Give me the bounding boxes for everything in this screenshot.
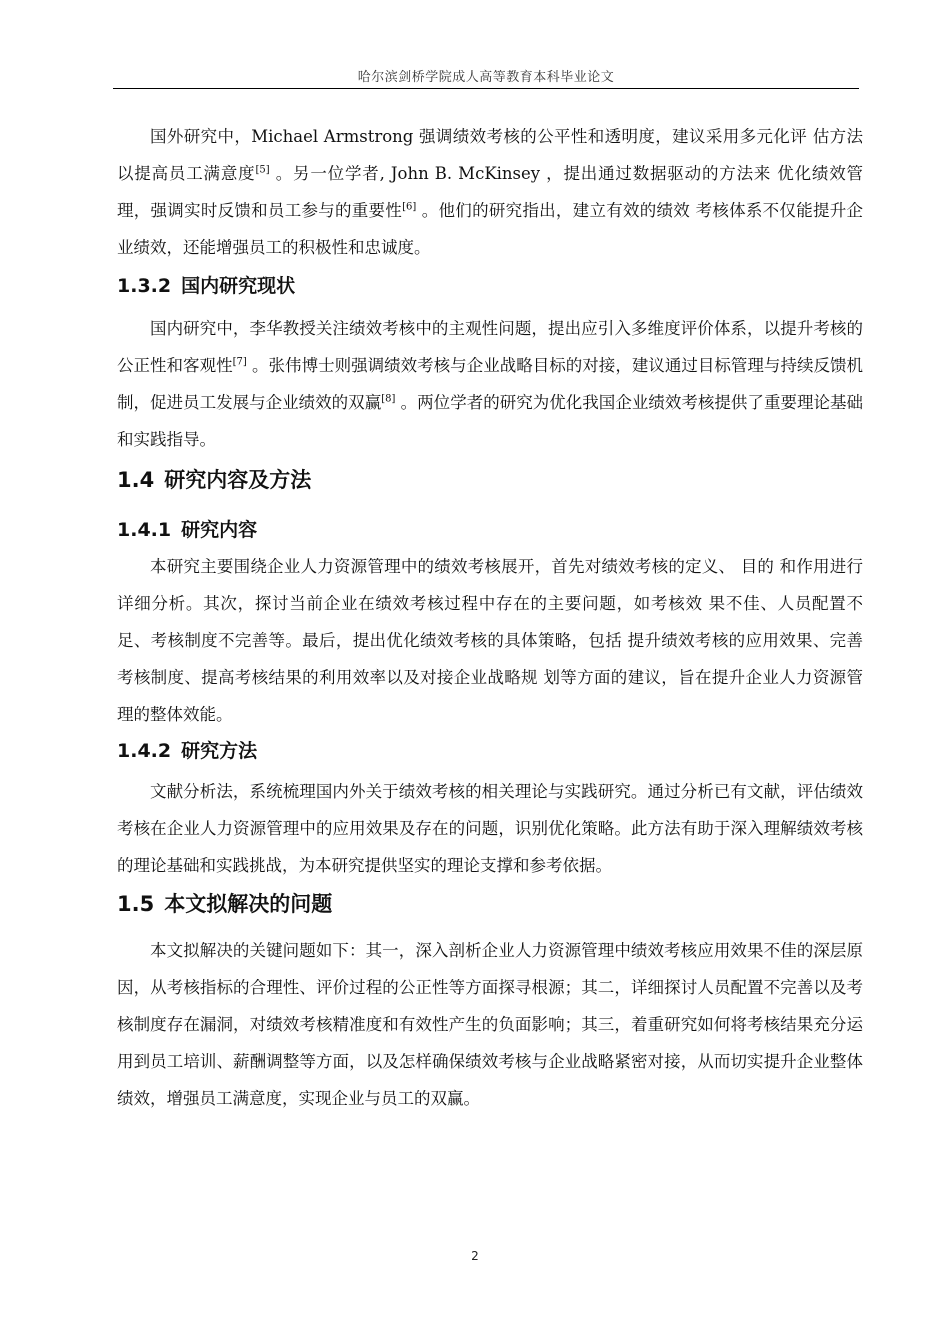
- section-heading-1-4: [117, 460, 863, 500]
- section-title: 研究内容: [181, 519, 258, 541]
- section-number: 1.4.2: [117, 740, 172, 762]
- paragraph-research-method: 文献分析法，系统梳理国内外关于绩效考核的相关理论与实践研究。通过分析已有文献，评估绩效考核在企业人力资源管理中的应用效果及存在的问题，识别优化策略。此方法有助于深入理解绩效考核的理论基础和实践挑战，为本研究提供坚实的理论支撑和参考依据。: [117, 782, 863, 875]
- paragraph-text: 。另一位学者, John B. McKinsey ，提出通过数据驱动的方法来 优化绩效管理，强调实时反馈和员工参与的重要性: [117, 164, 864, 220]
- section-number: 1.4: [117, 468, 155, 492]
- paragraph-domestic-research: [117, 310, 863, 458]
- citation-8: [8]: [381, 393, 396, 405]
- page-number: 2: [471, 1249, 479, 1263]
- paragraph-text: 国内研究中，李华教授关注绩效考核中的主观性问题，提出应引入多维度评价体系，以提升考核的公正性和客观性: [117, 319, 863, 375]
- header-rule: [113, 88, 859, 89]
- section-number: 1.3.2: [117, 275, 172, 297]
- section-heading-1-5: [117, 884, 863, 924]
- section-number: 1.5: [117, 892, 155, 916]
- section-title: 研究内容及方法: [164, 468, 312, 492]
- section-title: 研究方法: [181, 740, 258, 762]
- section-number: 1.4.1: [117, 519, 172, 541]
- body-content: [117, 118, 863, 1117]
- section-heading-1-4-2: [117, 733, 863, 769]
- paragraph-text: 。张伟博士则强调绩效考核与企业战略目标的对接，建议通过目标管理与持续反馈机制，促进员工发展与企业绩效的双赢: [117, 356, 863, 412]
- paragraph-text: 。他们的研究指出，建立有效的绩效 考核体系不仅能提升企业绩效，还能增强员工的积极性和忠诚度。: [117, 201, 863, 257]
- section-heading-1-4-1: [117, 512, 863, 548]
- paragraph-text: 。两位学者的研究为优化我国企业绩效考核提供了重要理论基础和实践指导。: [117, 393, 864, 449]
- citation-5: [5]: [255, 164, 270, 176]
- paragraph-text: 国外研究中，Michael Armstrong 强调绩效考核的公平性和透明度，建议采用多元化评 估方法以提高员工满意度: [117, 127, 863, 183]
- paragraph-problems-to-solve: 本文拟解决的关键问题如下：其一，深入剖析企业人力资源管理中绩效考核应用效果不佳的深层原因，从考核指标的合理性、评价过程的公正性等方面探寻根源；其二，详细探讨人员配置不完善以及考核制度存在漏洞，对绩效考核精准度和有效性产生的负面影响；其三，着重研究如何将考核结果充分运用到员工培训、薪酬调整等方面，以及怎样确保绩效考核与企业战略紧密对接，从而切实提升企业整体绩效，增强员工满意度，实现企业与员工的双赢。: [117, 941, 863, 1108]
- paragraph-foreign-research: [117, 118, 863, 266]
- running-header: 哈尔滨剑桥学院成人高等教育本科毕业论文: [357, 70, 615, 85]
- section-title: 国内研究现状: [181, 275, 296, 297]
- paragraph-research-content: 本研究主要围绕企业人力资源管理中的绩效考核展开，首先对绩效考核的定义、 目的 和作用进行详细分析。其次，探讨当前企业在绩效考核过程中存在的主要问题，如考核效 果不佳、人员配置不足、考核制度不完善等。最后，提出优化绩效考核的具体策略，包括 提升绩效考核的应用效果、完善考核制度、提高考核结果的利用效率以及对接企业战略规 划等方面的建议，旨在提升企业人力资源管理的整体效能。: [117, 557, 863, 724]
- section-heading-1-3-2: [117, 268, 863, 304]
- citation-7: [7]: [232, 356, 247, 368]
- section-title: 本文拟解决的问题: [164, 892, 333, 916]
- citation-6: [6]: [402, 201, 417, 213]
